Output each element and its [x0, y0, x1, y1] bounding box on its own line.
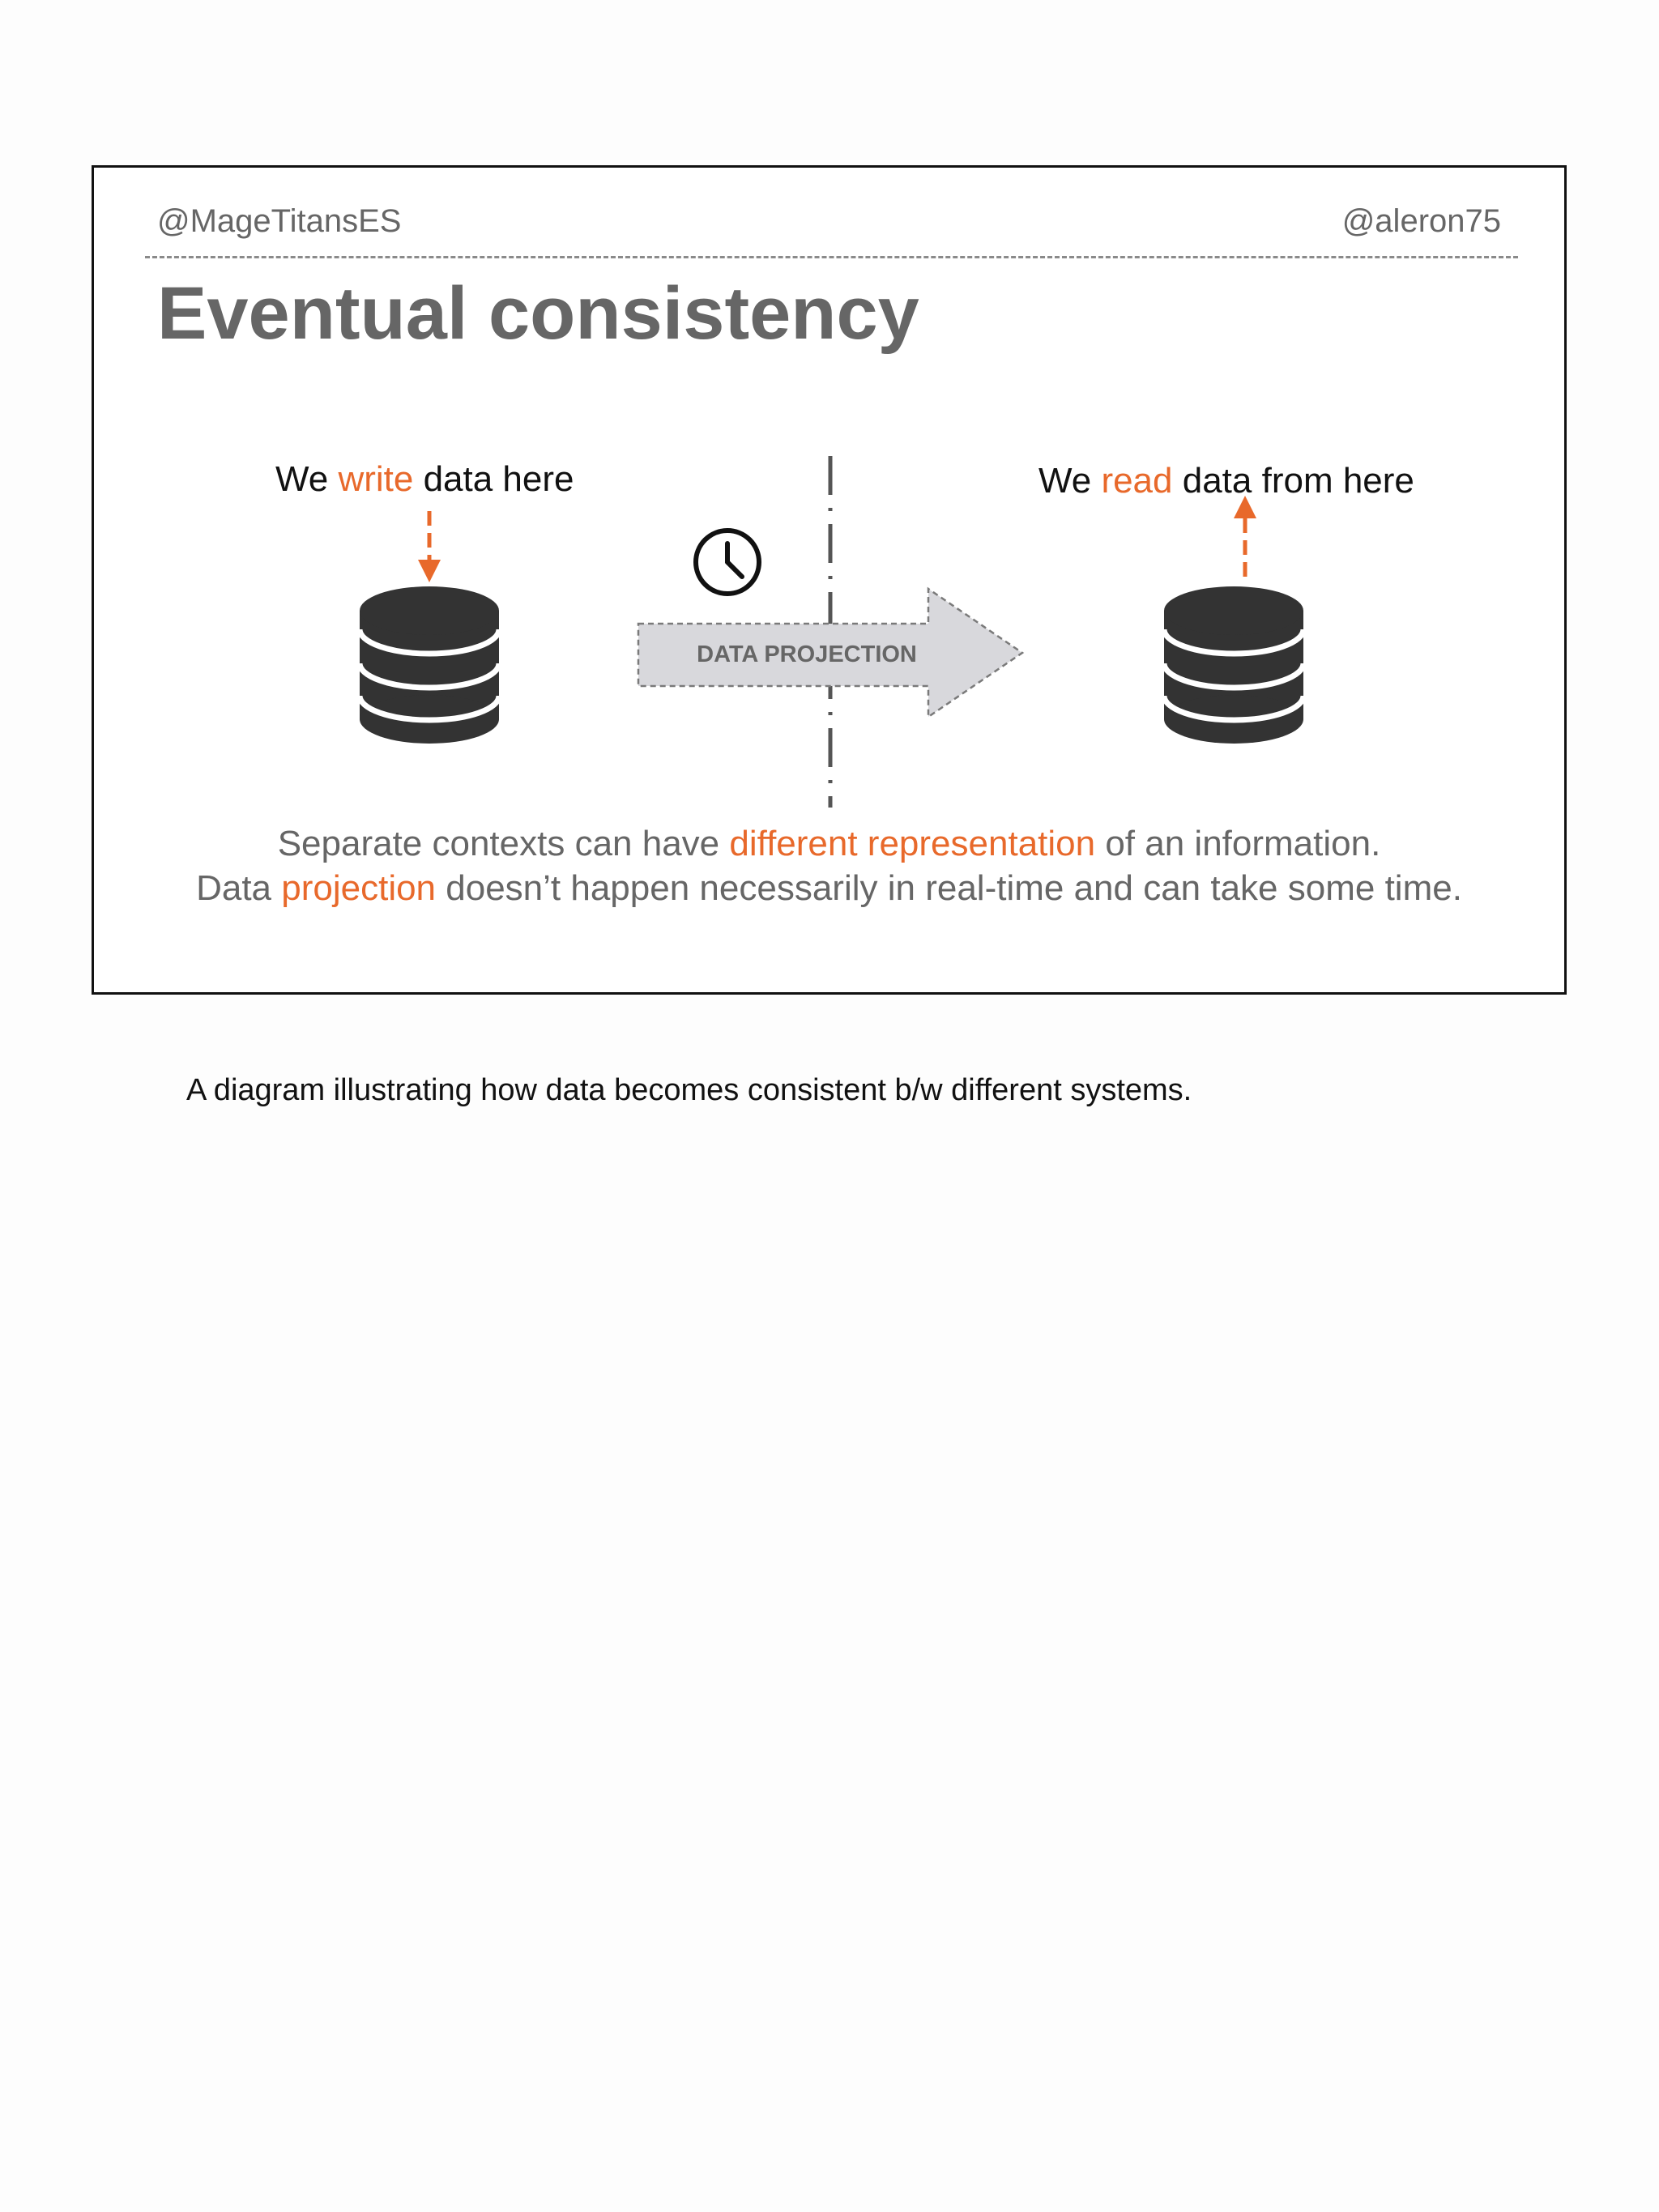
figure-caption: A diagram illustrating how data becomes consistent b/w different systems.	[186, 1073, 1192, 1107]
author-handle-right: @aleron75	[1341, 203, 1501, 239]
summary-line-2-suffix: doesn’t happen necessarily in real-time and can take some time.	[436, 868, 1462, 908]
summary-line-2-highlight: projection	[281, 868, 437, 908]
data-projection-label: DATA PROJECTION	[697, 641, 917, 667]
read-label-suffix: data from here	[1172, 461, 1414, 501]
author-handle-left: @MageTitansES	[157, 203, 402, 239]
database-icon	[1164, 586, 1303, 744]
summary-line-1-highlight: different representation	[729, 824, 1096, 863]
arrow-up-icon	[1234, 496, 1256, 582]
summary-line-1-suffix: of an information.	[1095, 824, 1381, 863]
summary-line-2	[94, 868, 1564, 909]
read-label-prefix: We	[1038, 461, 1102, 501]
read-label-highlight: read	[1101, 461, 1173, 501]
clock-icon	[696, 531, 759, 594]
database-icon	[360, 586, 499, 744]
write-label-suffix: data here	[413, 459, 574, 499]
write-label	[275, 459, 574, 500]
slide-title: Eventual consistency	[157, 272, 919, 355]
write-label-prefix: We	[275, 459, 339, 499]
write-label-highlight: write	[338, 459, 414, 499]
arrow-down-icon	[418, 511, 441, 582]
summary-line-1-prefix: Separate contexts can have	[277, 824, 730, 863]
summary-line-1	[94, 824, 1564, 864]
slide	[92, 165, 1567, 995]
summary-line-2-prefix: Data	[196, 868, 282, 908]
read-label	[1038, 461, 1414, 501]
